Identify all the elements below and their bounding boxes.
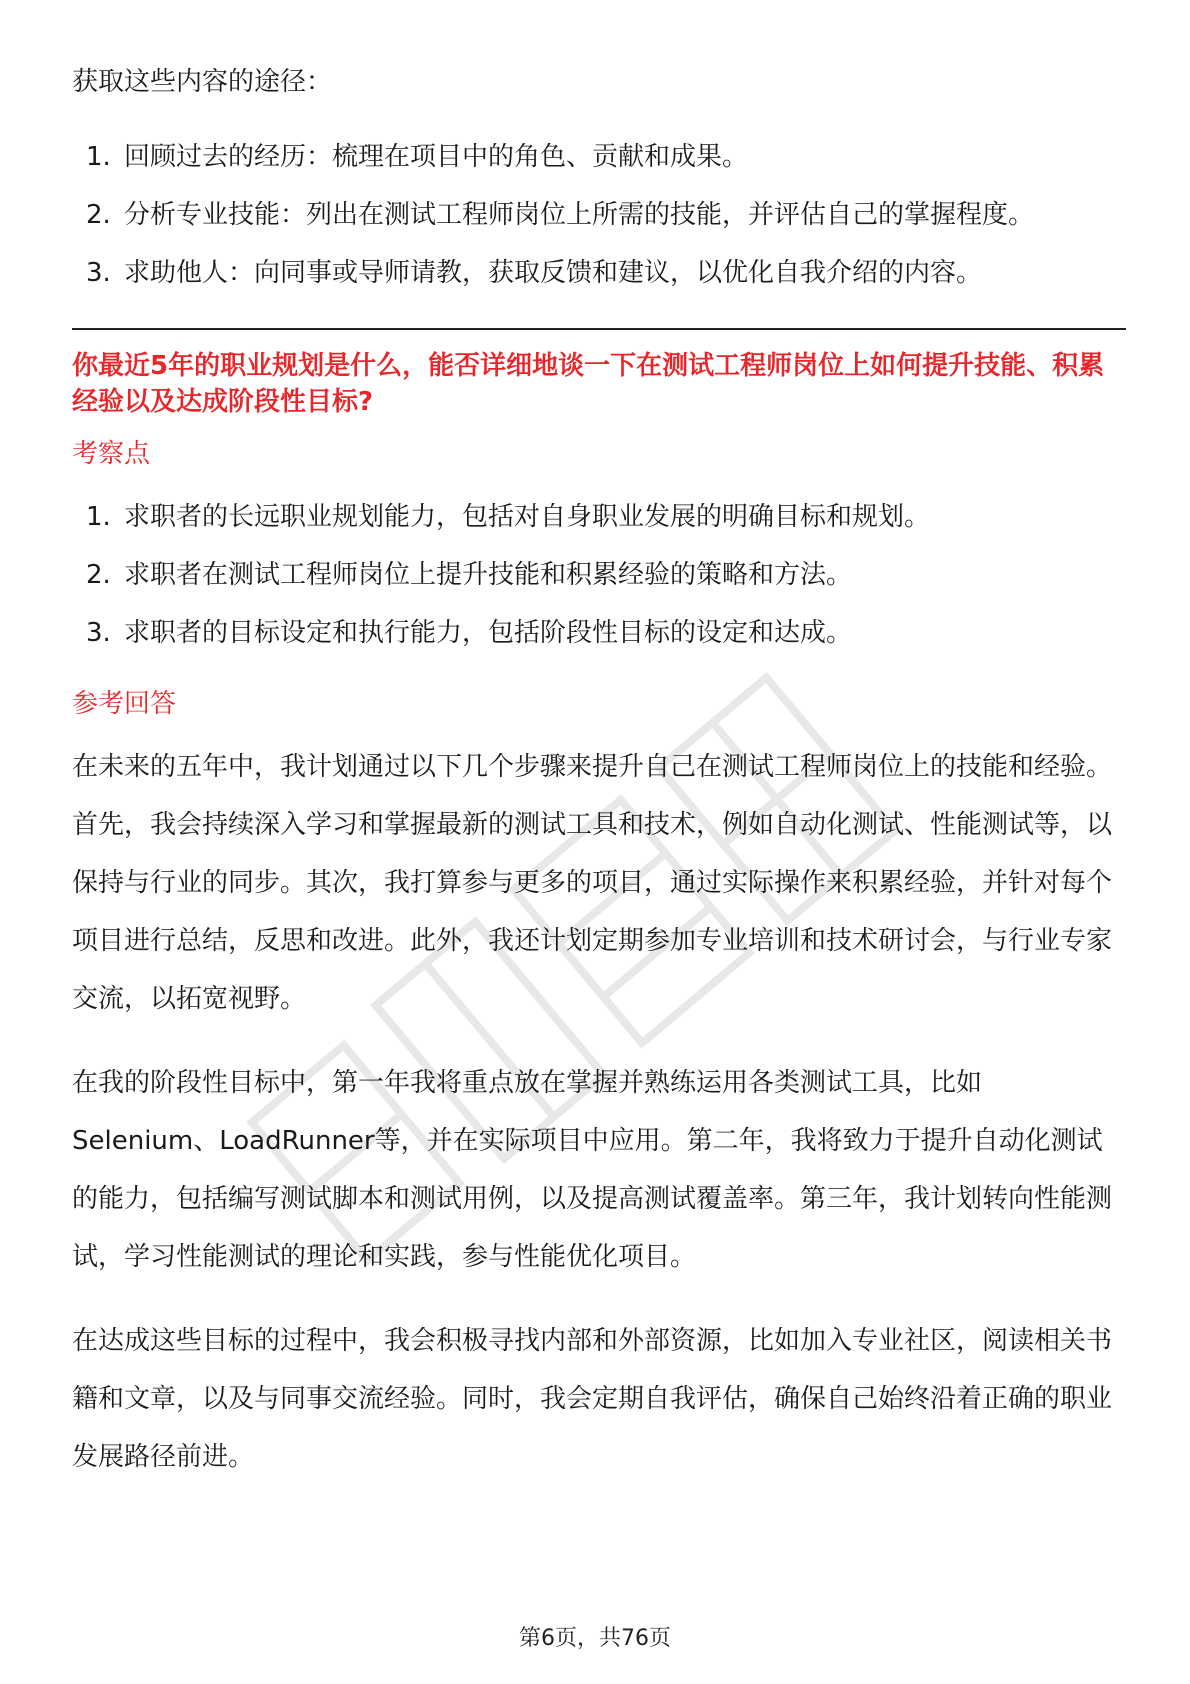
focus-list [72,488,1126,662]
page-footer: 第6页，共76页 [519,1626,671,1651]
question-title: 你最近5年的职业规划是什么，能否详细地谈一下在测试工程师岗位上如何提升技能、积累经验以及达成阶段性目标? [72,351,1105,417]
section-divider [72,328,1126,330]
list-item: 1. 回顾过去的经历：梳理在项目中的角色、贡献和成果。 [86,142,749,172]
list-item: 1. 求职者的长远职业规划能力，包括对自身职业发展的明确目标和规划。 [86,502,931,532]
intro-list [72,128,1126,302]
answer-paragraph: 在达成这些目标的过程中，我会积极寻找内部和外部资源，比如加入专业社区，阅读相关书籍和文章，以及与同事交流经验。同时，我会定期自我评估，确保自己始终沿着正确的职业发展路径前进。 [72,1326,1113,1472]
intro-text: 获取这些内容的途径： [72,67,333,97]
list-item: 3. 求职者的目标设定和执行能力，包括阶段性目标的设定和达成。 [86,618,853,648]
answer-paragraph: 在我的阶段性目标中，第一年我将重点放在掌握并熟练运用各类测试工具，比如Selenium、LoadRunner等，并在实际项目中应用。第二年，我将致力于提升自动化测试的能力，包括编写测试脚本和测试用例，以及提高测试覆盖率。第三年，我计划转向性能测试，学习性能测试的理论和实践，参与性能优化项目。 [72,1068,1113,1272]
answer-heading: 参考回答 [72,689,177,719]
list-item: 2. 分析专业技能：列出在测试工程师岗位上所需的技能，并评估自己的掌握程度。 [86,200,1035,230]
focus-heading: 考察点 [72,439,151,469]
list-item: 3. 求助他人：向同事或导师请教，获取反馈和建议，以优化自我介绍的内容。 [86,258,983,288]
document-page [72,62,1126,1512]
list-item: 2. 求职者在测试工程师岗位上提升技能和积累经验的策略和方法。 [86,560,853,590]
answer-paragraph: 在未来的五年中，我计划通过以下几个步骤来提升自己在测试工程师岗位上的技能和经验。首先，我会持续深入学习和掌握最新的测试工具和技术，例如自动化测试、性能测试等，以保持与行业的同步。其次，我打算参与更多的项目，通过实际操作来积累经验，并针对每个项目进行总结，反思和改进。此外，我还计划定期参加专业培训和技术研讨会，与行业专家交流，以拓宽视野。 [72,752,1113,1014]
